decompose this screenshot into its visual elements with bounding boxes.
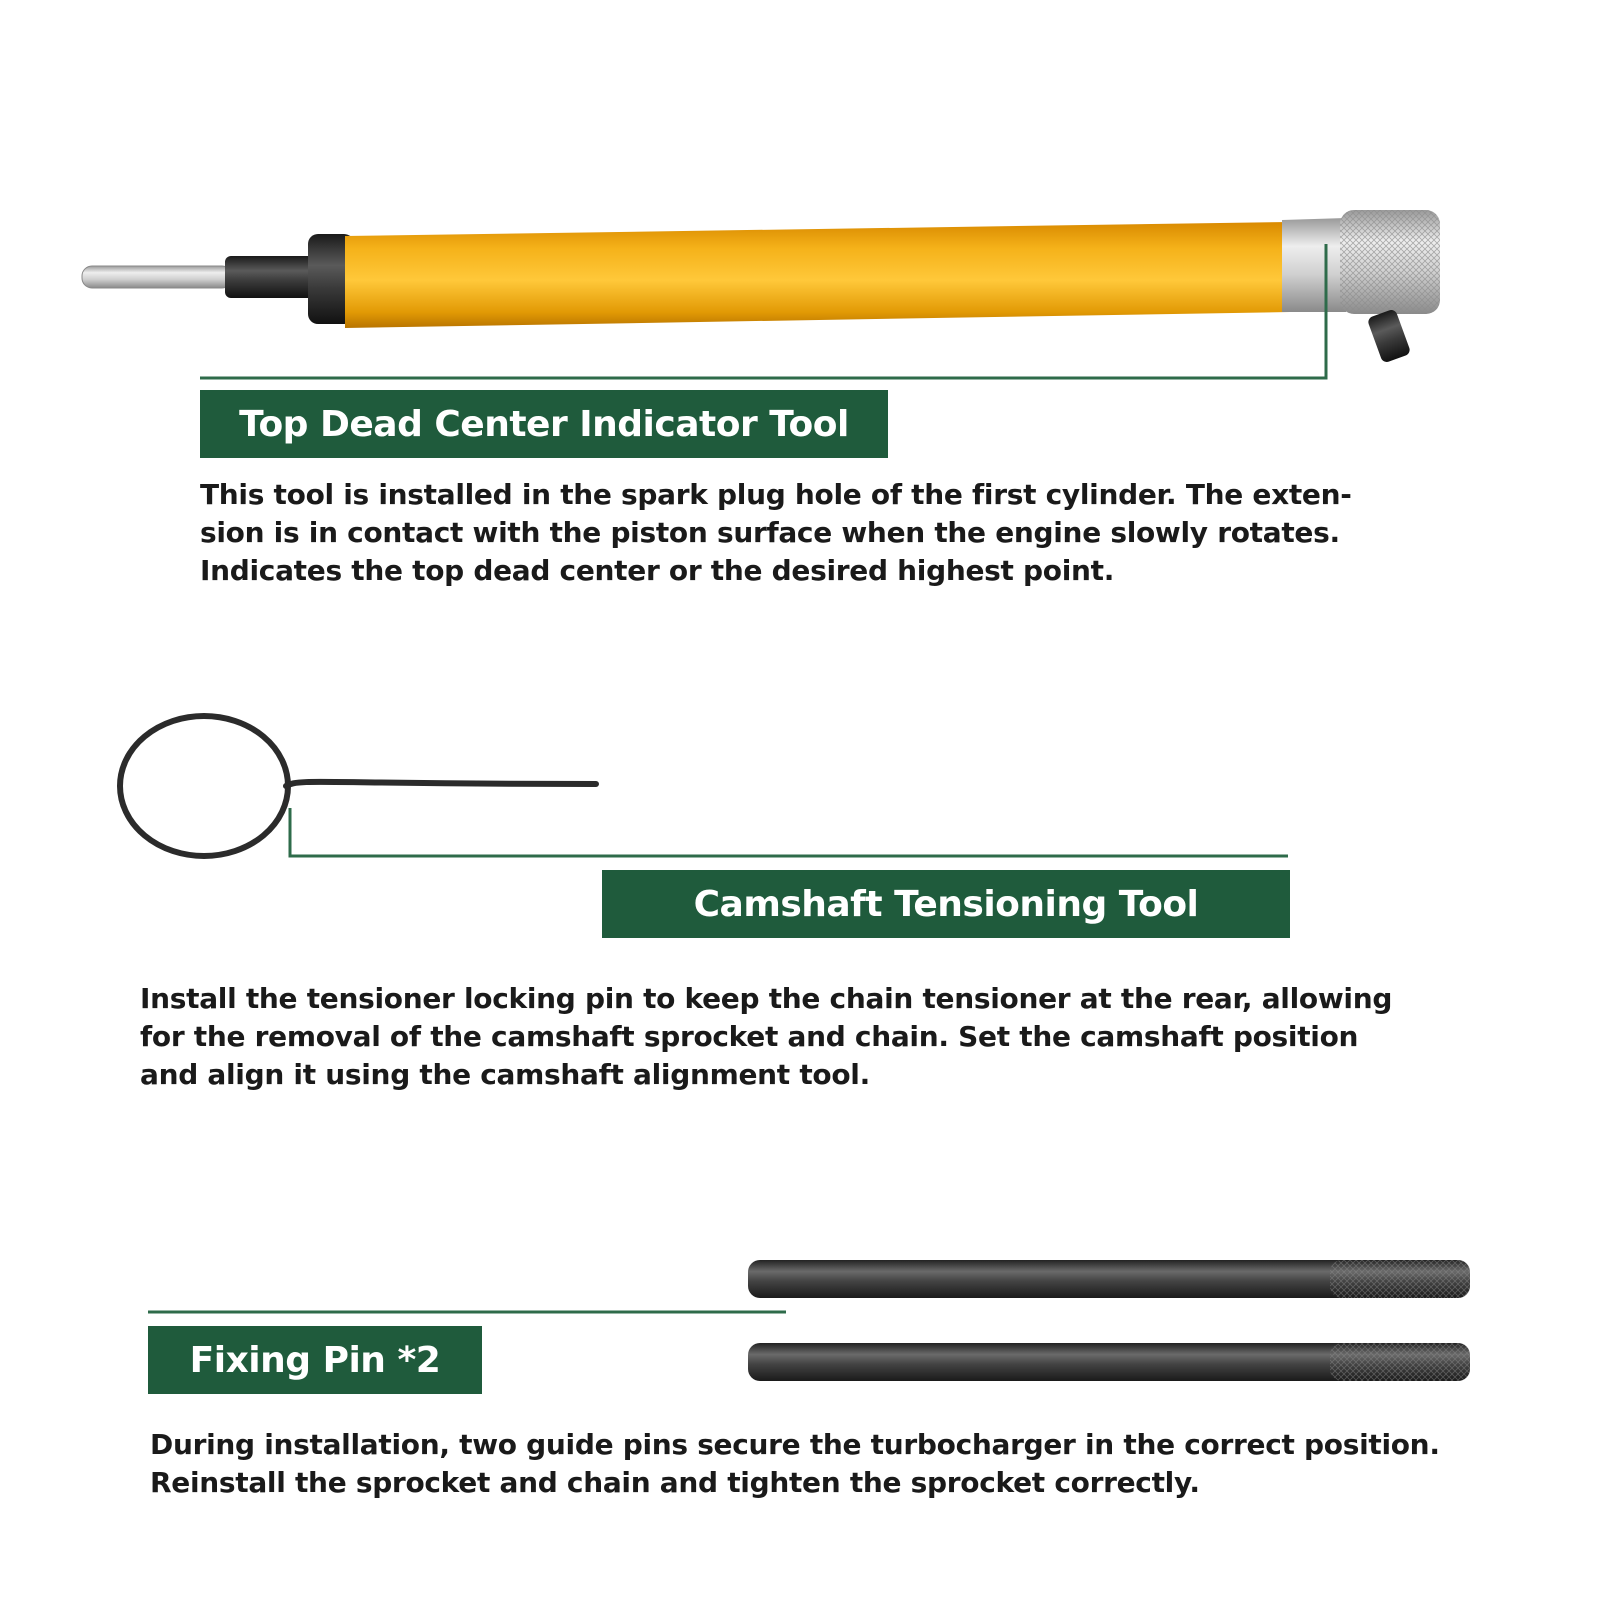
description-line: for the removal of the camshaft sprocket and chain. Set the camshaft position <box>140 1020 1359 1053</box>
description-line: sion is in contact with the piston surface when the engine slowly rotates. <box>200 516 1340 549</box>
description-line: During installation, two guide pins secure the turbocharger in the correct position. <box>150 1428 1440 1461</box>
description-line: Indicates the top dead center or the desired highest point. <box>200 554 1115 587</box>
tdc-indicator-tool-icon <box>82 210 1440 364</box>
section-description <box>140 980 1392 1094</box>
section-title: Top Dead Center Indicator Tool <box>239 403 849 445</box>
description-line: Reinstall the sprocket and chain and tighten the sprocket correctly. <box>150 1466 1200 1499</box>
leader-line <box>290 808 1288 856</box>
section-title: Camshaft Tensioning Tool <box>693 883 1199 925</box>
section-description <box>150 1426 1440 1502</box>
section-description <box>200 476 1352 590</box>
section-title: Fixing Pin *2 <box>189 1339 441 1381</box>
tensioning-pin-icon <box>120 716 596 856</box>
fixing-pin-icon <box>748 1260 1470 1381</box>
description-line: Install the tensioner locking pin to keep the chain tensioner at the rear, allowing <box>140 982 1393 1015</box>
section-title-banner <box>148 1326 482 1394</box>
section-title-banner <box>602 870 1290 938</box>
description-line: This tool is installed in the spark plug hole of the first cylinder. The exten- <box>200 478 1352 511</box>
section-title-banner <box>200 390 888 458</box>
description-line: and align it using the camshaft alignment tool. <box>140 1058 870 1091</box>
